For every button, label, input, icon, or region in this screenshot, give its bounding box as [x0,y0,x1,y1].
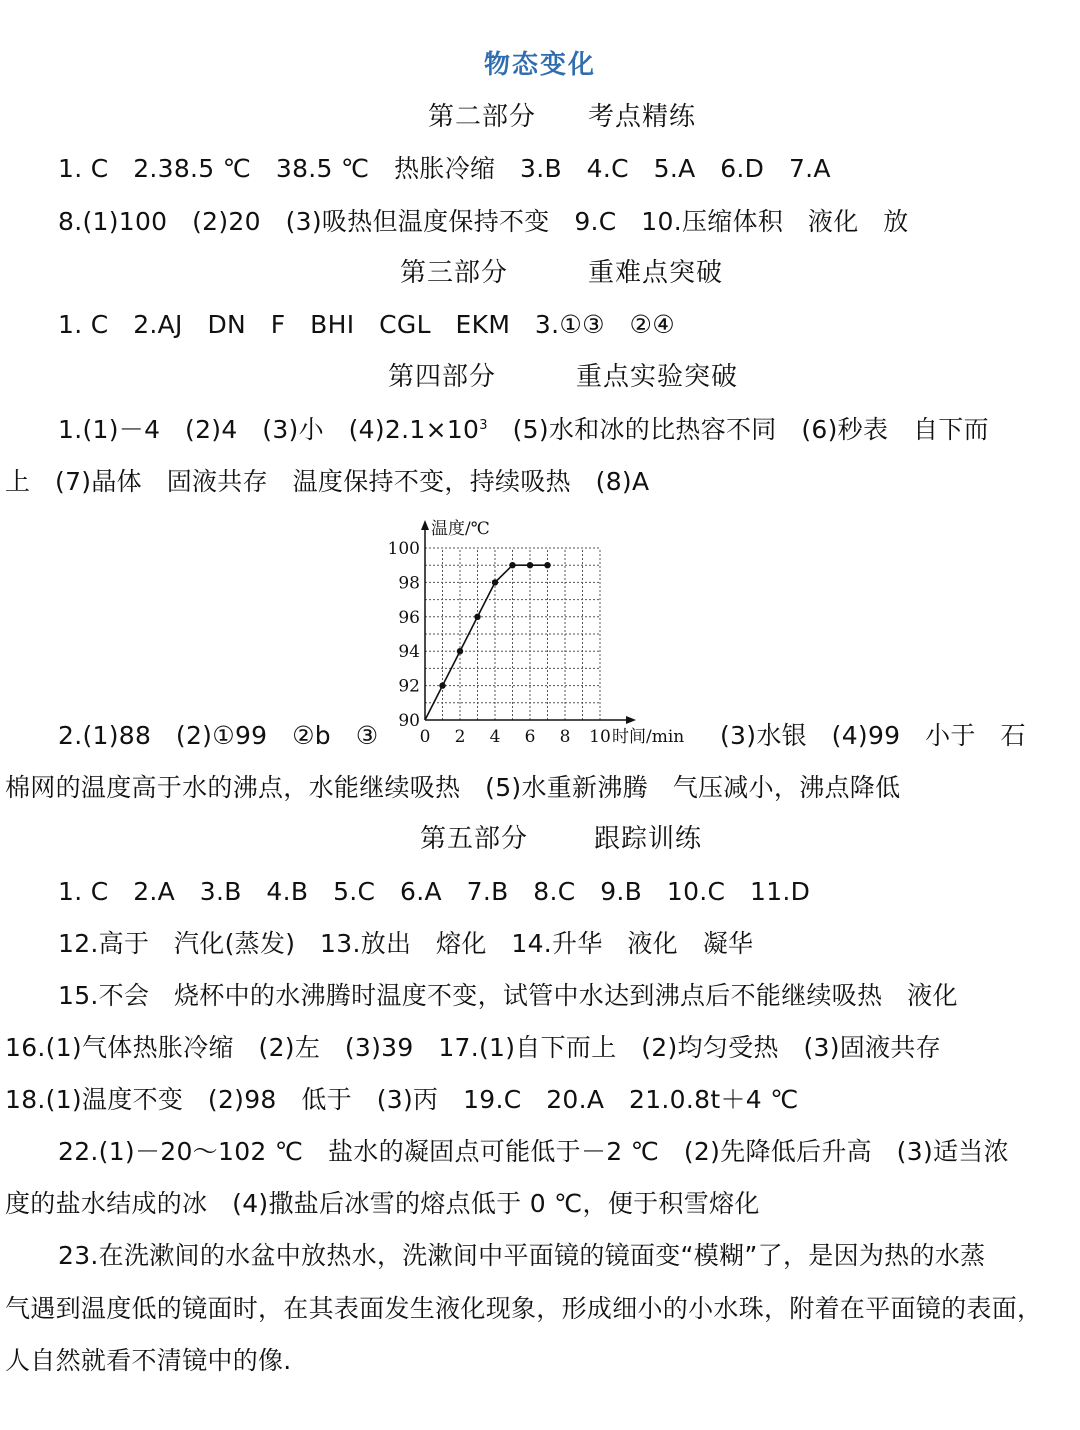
section-heading-part5 [420,820,702,858]
answer-line: 1. C 2.AJ DN F BHI CGL EKM 3.①③ ②④ [58,310,675,339]
answer-line: 度的盐水结成的冰 (4)撒盐后冰雪的熔点低于 0 ℃，便于积雪熔化 [5,1189,760,1218]
temperature-time-chart [385,510,715,750]
x-axis-label: 时间/min [612,727,685,747]
series-line [425,565,548,720]
chart-series [425,562,551,720]
x-tick-label: 4 [489,727,501,747]
section-name: 重点实验突破 [576,362,739,392]
answer-text: 1.(1)－4 (2)4 (3)小 (4)2.1×10 [58,415,480,444]
answer-line: 15.不会 烧杯中的水沸腾时温度不变，试管中水达到沸点后不能继续吸热 液化 [58,981,958,1010]
chart-ticks [388,539,611,747]
y-tick-label: 100 [387,539,420,559]
y-tick-label: 98 [398,573,420,594]
data-point [457,648,463,654]
data-point [527,562,533,568]
data-point [492,579,498,585]
answer-line: 人自然就看不清镜中的像. [5,1346,292,1375]
y-axis-arrow [421,520,429,530]
answer-text: 2.(1)88 (2)①99 ②b ③ [58,721,379,750]
x-tick-label: 8 [559,727,571,747]
answer-line: 1. C 2.38.5 ℃ 38.5 ℃ 热胀冷缩 3.B 4.C 5.A 6.D 7.A [58,154,831,183]
section-number: 第五部分 [420,824,529,854]
section-heading-part4 [388,358,738,396]
chart-axes [421,519,684,747]
x-tick-label: 10 [589,727,611,747]
answer-line: 气遇到温度低的镜面时，在其表面发生液化现象，形成细小的小水珠，附着在平面镜的表面， [5,1294,1043,1323]
section-number: 第四部分 [388,362,497,392]
y-tick-label: 90 [398,711,420,731]
x-tick-label: 6 [524,727,536,747]
x-tick-label: 0 [419,727,431,747]
section-name: 跟踪训练 [594,824,703,854]
answer-line: 22.(1)－20～102 ℃ 盐水的凝固点可能低于－2 ℃ (2)先降低后升高 (3)适当浓 [58,1137,1009,1166]
data-point [544,562,550,568]
answer-line: 8.(1)100 (2)20 (3)吸热但温度保持不变 9.C 10.压缩体积 液化 放 [58,207,909,236]
section-name: 重难点突破 [588,258,724,288]
section-name: 考点精练 [588,102,697,132]
chart-grid [425,548,600,720]
section-heading-part2 [428,98,696,136]
exponent: 3 [479,418,488,433]
answer-line: 16.(1)气体热胀冷缩 (2)左 (3)39 17.(1)自下而上 (2)均匀受热 (3)固液共存 [5,1033,942,1062]
answer-line: 12.高于 汽化(蒸发) 13.放出 熔化 14.升华 液化 凝华 [58,929,754,958]
page-title: 物态变化 [483,50,596,80]
section-number: 第三部分 [400,258,509,288]
y-tick-label: 94 [398,642,420,663]
y-axis-label: 温度/℃ [431,519,490,539]
data-point [509,562,515,568]
answer-line: 18.(1)温度不变 (2)98 低于 (3)丙 19.C 20.A 21.0.8t＋4 ℃ [5,1085,799,1114]
answer-line: 23.在洗漱间的水盆中放热水，洗漱间中平面镜的镜面变“模糊”了，是因为热的水蒸 [58,1241,986,1270]
answer-line: 上 (7)晶体 固液共存 温度保持不变，持续吸热 (8)A [5,467,650,496]
answer-line: 棉网的温度高于水的沸点，水能继续吸热 (5)水重新沸腾 气压减小，沸点降低 [5,773,901,802]
section-heading-part3 [400,254,723,292]
answer-line [0,411,1080,449]
section-number: 第二部分 [428,102,537,132]
data-point [439,682,445,688]
answer-line: (3)水银 (4)99 小于 石 [720,721,1026,750]
answer-line: 1. C 2.A 3.B 4.B 5.C 6.A 7.B 8.C 9.B 10.C 11.D [58,877,811,906]
answer-text: (5)水和冰的比热容不同 (6)秒表 自下而 [487,415,989,444]
y-tick-label: 92 [398,676,420,697]
data-point [474,614,480,620]
x-tick-label: 2 [454,727,466,747]
y-tick-label: 96 [398,607,420,628]
